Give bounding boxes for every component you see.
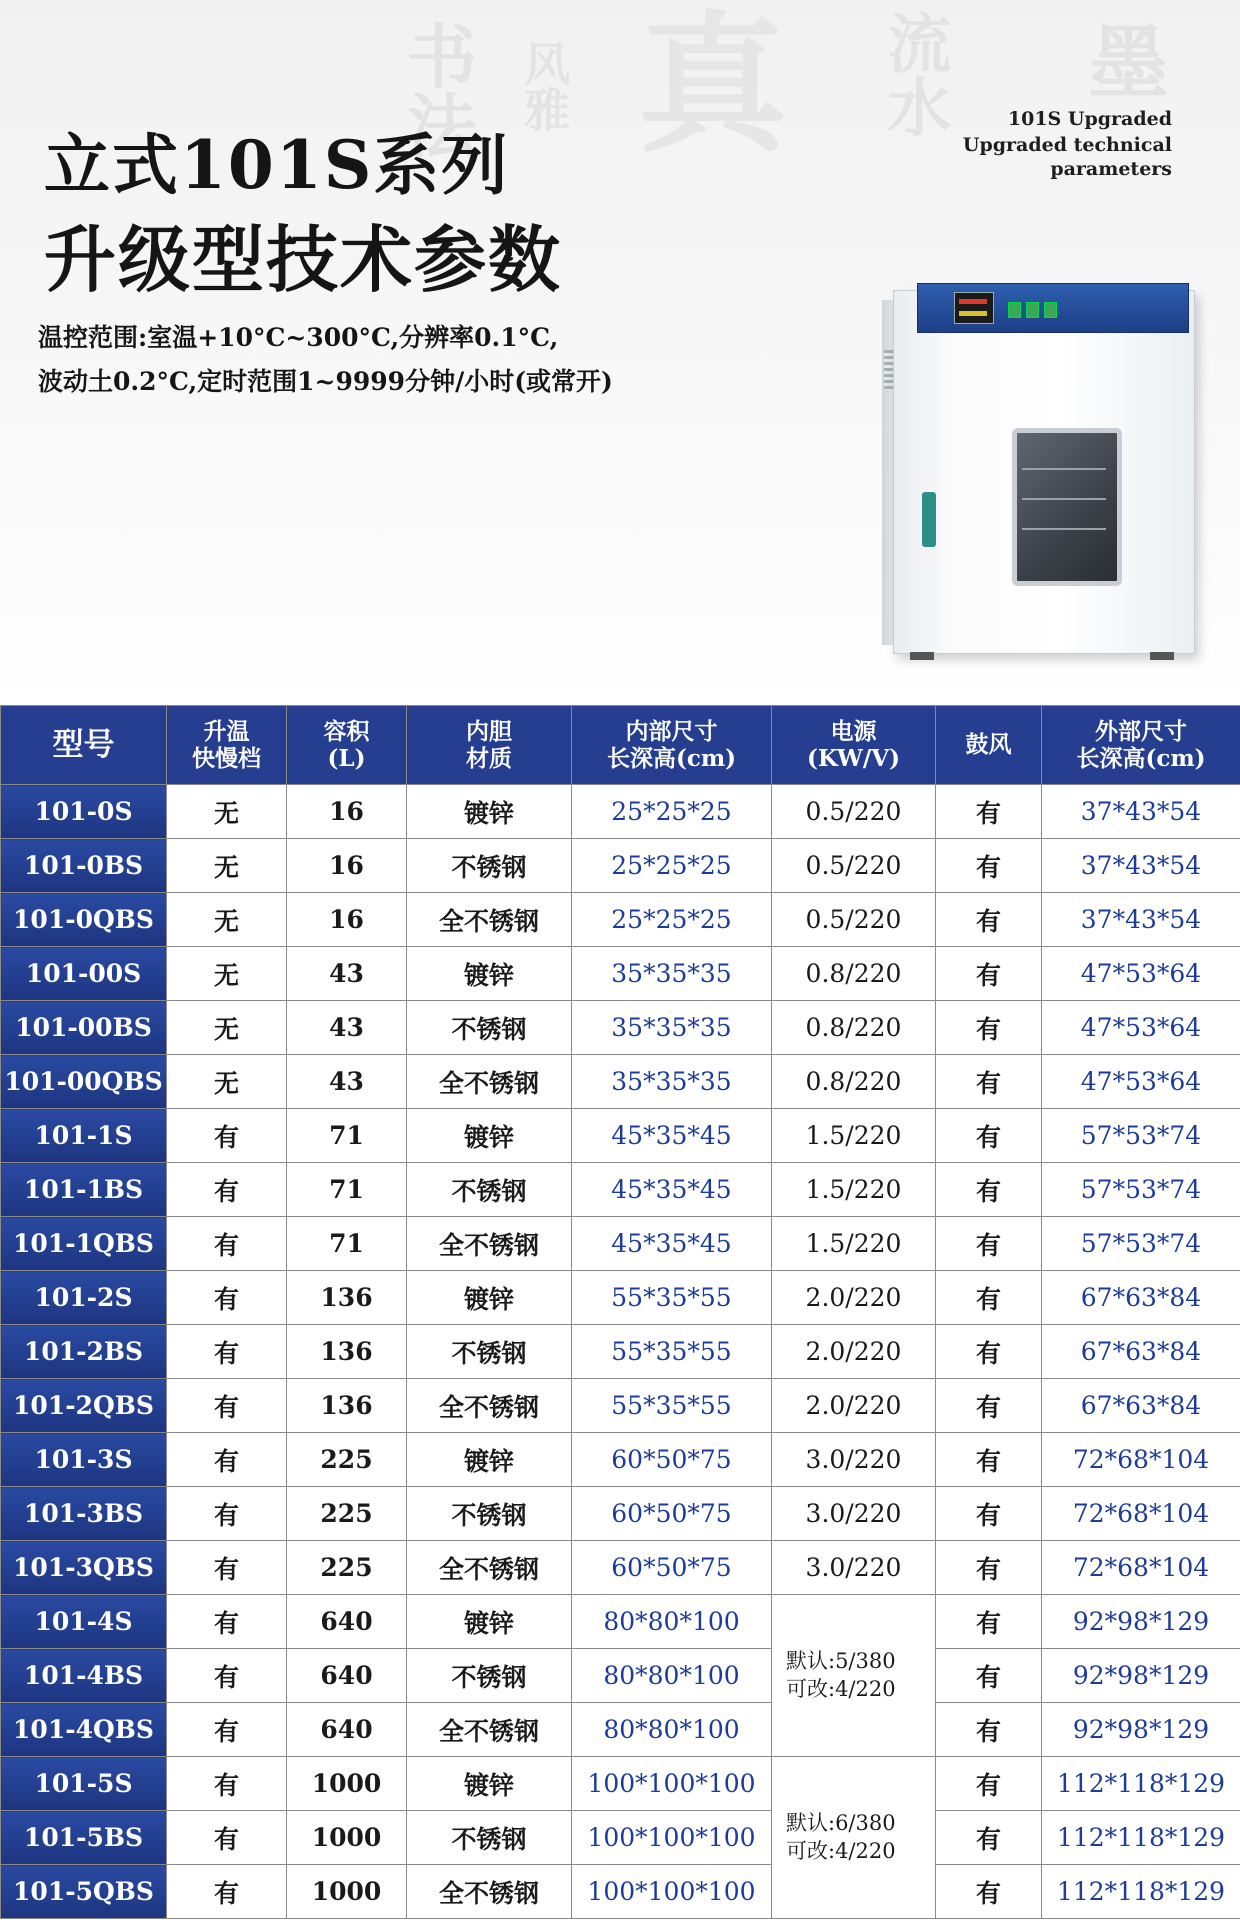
cell-outer-size: 112*118*129 (1042, 1811, 1240, 1865)
cell-power: 3.0/220 (772, 1433, 936, 1487)
cell-model: 101-4BS (1, 1649, 167, 1703)
header-banner (0, 0, 1240, 700)
english-subtitle-line1: 101S Upgraded (1007, 108, 1172, 130)
cell-volume: 225 (287, 1541, 407, 1595)
cell-outer-size: 47*53*64 (1042, 1055, 1240, 1109)
cell-fan: 有 (936, 1649, 1042, 1703)
cell-inner-size: 60*50*75 (572, 1487, 772, 1541)
cell-fan: 有 (936, 1001, 1042, 1055)
cell-heat-speed: 有 (167, 1271, 287, 1325)
cell-material: 镀锌 (407, 1109, 572, 1163)
page-title-line1: 立式101S系列 (44, 126, 510, 204)
cell-fan: 有 (936, 1379, 1042, 1433)
cell-material: 全不锈钢 (407, 1379, 572, 1433)
cell-inner-size: 35*35*35 (572, 947, 772, 1001)
cell-volume: 71 (287, 1109, 407, 1163)
cell-power: 2.0/220 (772, 1271, 936, 1325)
cell-outer-size: 92*98*129 (1042, 1595, 1240, 1649)
table-row (1, 785, 1240, 839)
cell-volume: 43 (287, 1055, 407, 1109)
column-header-outer-size: 外部尺寸 长深高(cm) (1042, 706, 1240, 785)
cell-model: 101-4S (1, 1595, 167, 1649)
cell-fan: 有 (936, 1757, 1042, 1811)
cell-volume: 1000 (287, 1811, 407, 1865)
cell-heat-speed: 有 (167, 1865, 287, 1919)
cell-outer-size: 72*68*104 (1042, 1541, 1240, 1595)
cell-heat-speed: 有 (167, 1379, 287, 1433)
table-header-row (1, 706, 1240, 785)
oven-handle (922, 492, 936, 547)
cell-model: 101-5S (1, 1757, 167, 1811)
cell-power: 0.5/220 (772, 893, 936, 947)
table-row (1, 1109, 1240, 1163)
oven-window (1012, 428, 1122, 586)
cell-model: 101-2QBS (1, 1379, 167, 1433)
cell-inner-size: 35*35*35 (572, 1001, 772, 1055)
cell-fan: 有 (936, 1703, 1042, 1757)
cell-volume: 640 (287, 1649, 407, 1703)
cell-model: 101-1BS (1, 1163, 167, 1217)
cell-fan: 有 (936, 1163, 1042, 1217)
cell-outer-size: 92*98*129 (1042, 1649, 1240, 1703)
cell-heat-speed: 无 (167, 893, 287, 947)
cell-fan: 有 (936, 839, 1042, 893)
cell-power: 0.5/220 (772, 785, 936, 839)
cell-model: 101-2S (1, 1271, 167, 1325)
oven-foot (910, 652, 934, 660)
cell-outer-size: 57*53*74 (1042, 1109, 1240, 1163)
cell-volume: 16 (287, 785, 407, 839)
cell-volume: 16 (287, 893, 407, 947)
cell-model: 101-3QBS (1, 1541, 167, 1595)
cell-fan: 有 (936, 1325, 1042, 1379)
cell-volume: 43 (287, 947, 407, 1001)
cell-model: 101-2BS (1, 1325, 167, 1379)
cell-fan: 有 (936, 1865, 1042, 1919)
cell-material: 不锈钢 (407, 1163, 572, 1217)
cell-inner-size: 100*100*100 (572, 1811, 772, 1865)
spec-description-line2: 波动土0.2°C,定时范围1~9999分钟/小时(或常开) (38, 367, 613, 396)
cell-fan: 有 (936, 1271, 1042, 1325)
cell-heat-speed: 无 (167, 947, 287, 1001)
cell-inner-size: 25*25*25 (572, 785, 772, 839)
cell-model: 101-3S (1, 1433, 167, 1487)
cell-material: 全不锈钢 (407, 1703, 572, 1757)
cell-inner-size: 25*25*25 (572, 839, 772, 893)
cell-volume: 71 (287, 1217, 407, 1271)
cell-inner-size: 100*100*100 (572, 1865, 772, 1919)
cell-volume: 640 (287, 1703, 407, 1757)
cell-outer-size: 72*68*104 (1042, 1487, 1240, 1541)
cell-heat-speed: 无 (167, 839, 287, 893)
table-row (1, 1595, 1240, 1649)
table-row (1, 1703, 1240, 1757)
cell-inner-size: 45*35*45 (572, 1217, 772, 1271)
cell-power: 0.8/220 (772, 947, 936, 1001)
cell-material: 镀锌 (407, 1595, 572, 1649)
cell-heat-speed: 有 (167, 1433, 287, 1487)
calligraphy-watermark: 风雅 (517, 40, 572, 132)
table-row (1, 1487, 1240, 1541)
table-row (1, 1001, 1240, 1055)
cell-material: 不锈钢 (407, 839, 572, 893)
cell-fan: 有 (936, 1217, 1042, 1271)
cell-volume: 640 (287, 1595, 407, 1649)
cell-power: 默认:6/380 可改:4/220 (772, 1757, 936, 1919)
cell-volume: 136 (287, 1271, 407, 1325)
table-row (1, 893, 1240, 947)
english-subtitle-line2: Upgraded technical parameters (962, 134, 1172, 180)
cell-volume: 1000 (287, 1757, 407, 1811)
table-row (1, 1433, 1240, 1487)
oven-button-icon (1026, 302, 1039, 318)
oven-shelf (1022, 528, 1106, 530)
spec-description-line1: 温控范围:室温+10°C~300°C,分辨率0.1°C, (38, 323, 559, 352)
cell-power: 0.8/220 (772, 1001, 936, 1055)
cell-fan: 有 (936, 1811, 1042, 1865)
table-row (1, 1163, 1240, 1217)
cell-inner-size: 35*35*35 (572, 1055, 772, 1109)
cell-material: 不锈钢 (407, 1001, 572, 1055)
cell-material: 不锈钢 (407, 1487, 572, 1541)
table-row (1, 1055, 1240, 1109)
cell-power: 默认:5/380 可改:4/220 (772, 1595, 936, 1757)
cell-power: 1.5/220 (772, 1163, 936, 1217)
cell-inner-size: 55*35*55 (572, 1271, 772, 1325)
cell-heat-speed: 有 (167, 1595, 287, 1649)
oven-button-icon (1008, 302, 1021, 318)
table-body (1, 785, 1240, 1919)
cell-model: 101-3BS (1, 1487, 167, 1541)
cell-volume: 225 (287, 1487, 407, 1541)
cell-outer-size: 57*53*74 (1042, 1217, 1240, 1271)
cell-heat-speed: 有 (167, 1325, 287, 1379)
cell-heat-speed: 无 (167, 1055, 287, 1109)
cell-model: 101-00QBS (1, 1055, 167, 1109)
cell-outer-size: 57*53*74 (1042, 1163, 1240, 1217)
calligraphy-watermark: 墨 (1075, 20, 1169, 100)
calligraphy-watermark: 书法 (395, 20, 479, 160)
calligraphy-watermark: 真 (611, 5, 788, 155)
cell-heat-speed: 有 (167, 1649, 287, 1703)
cell-model: 101-1QBS (1, 1217, 167, 1271)
cell-volume: 225 (287, 1433, 407, 1487)
cell-heat-speed: 有 (167, 1487, 287, 1541)
column-header-material: 内胆 材质 (407, 706, 572, 785)
cell-fan: 有 (936, 1595, 1042, 1649)
column-header-volume: 容积 (L) (287, 706, 407, 785)
cell-material: 镀锌 (407, 947, 572, 1001)
oven-foot (1150, 652, 1174, 660)
cell-model: 101-00S (1, 947, 167, 1001)
table-row (1, 1379, 1240, 1433)
cell-inner-size: 80*80*100 (572, 1595, 772, 1649)
cell-volume: 136 (287, 1379, 407, 1433)
cell-model: 101-0S (1, 785, 167, 839)
cell-material: 不锈钢 (407, 1649, 572, 1703)
table-row (1, 1811, 1240, 1865)
table-row (1, 1217, 1240, 1271)
cell-inner-size: 80*80*100 (572, 1703, 772, 1757)
cell-model: 101-0QBS (1, 893, 167, 947)
cell-power: 2.0/220 (772, 1379, 936, 1433)
cell-volume: 136 (287, 1325, 407, 1379)
cell-inner-size: 80*80*100 (572, 1649, 772, 1703)
table-row (1, 1271, 1240, 1325)
cell-model: 101-5BS (1, 1811, 167, 1865)
cell-fan: 有 (936, 1109, 1042, 1163)
cell-outer-size: 47*53*64 (1042, 1001, 1240, 1055)
cell-heat-speed: 无 (167, 785, 287, 839)
cell-fan: 有 (936, 1055, 1042, 1109)
cell-outer-size: 47*53*64 (1042, 947, 1240, 1001)
table-row (1, 1541, 1240, 1595)
cell-outer-size: 92*98*129 (1042, 1703, 1240, 1757)
cell-power: 3.0/220 (772, 1541, 936, 1595)
cell-material: 镀锌 (407, 1433, 572, 1487)
cell-outer-size: 67*63*84 (1042, 1271, 1240, 1325)
cell-model: 101-00BS (1, 1001, 167, 1055)
table-row (1, 839, 1240, 893)
column-header-power: 电源 (KW/V) (772, 706, 936, 785)
cell-power: 0.8/220 (772, 1055, 936, 1109)
cell-fan: 有 (936, 785, 1042, 839)
table-row (1, 1649, 1240, 1703)
cell-material: 镀锌 (407, 1757, 572, 1811)
cell-heat-speed: 有 (167, 1217, 287, 1271)
cell-heat-speed: 有 (167, 1163, 287, 1217)
cell-outer-size: 72*68*104 (1042, 1433, 1240, 1487)
cell-inner-size: 55*35*55 (572, 1379, 772, 1433)
oven-display-icon (954, 292, 994, 324)
cell-heat-speed: 有 (167, 1811, 287, 1865)
cell-fan: 有 (936, 1487, 1042, 1541)
cell-power: 0.5/220 (772, 839, 936, 893)
cell-material: 全不锈钢 (407, 1541, 572, 1595)
cell-heat-speed: 有 (167, 1541, 287, 1595)
cell-volume: 43 (287, 1001, 407, 1055)
table-row (1, 1325, 1240, 1379)
cell-inner-size: 60*50*75 (572, 1541, 772, 1595)
cell-outer-size: 37*43*54 (1042, 893, 1240, 947)
cell-material: 全不锈钢 (407, 1865, 572, 1919)
cell-outer-size: 67*63*84 (1042, 1379, 1240, 1433)
oven-shelf (1022, 468, 1106, 470)
cell-model: 101-0BS (1, 839, 167, 893)
cell-model: 101-4QBS (1, 1703, 167, 1757)
cell-volume: 16 (287, 839, 407, 893)
cell-outer-size: 112*118*129 (1042, 1757, 1240, 1811)
calligraphy-watermark: 流水 (876, 10, 952, 138)
spec-table (0, 705, 1240, 1919)
cell-power: 3.0/220 (772, 1487, 936, 1541)
cell-inner-size: 25*25*25 (572, 893, 772, 947)
cell-heat-speed: 无 (167, 1001, 287, 1055)
cell-inner-size: 45*35*45 (572, 1109, 772, 1163)
cell-heat-speed: 有 (167, 1757, 287, 1811)
cell-fan: 有 (936, 1541, 1042, 1595)
table-row (1, 1757, 1240, 1811)
cell-outer-size: 112*118*129 (1042, 1865, 1240, 1919)
column-header-model: 型号 (1, 706, 167, 785)
table-row (1, 947, 1240, 1001)
cell-material: 全不锈钢 (407, 1055, 572, 1109)
cell-heat-speed: 有 (167, 1109, 287, 1163)
cell-model: 101-5QBS (1, 1865, 167, 1919)
cell-model: 101-1S (1, 1109, 167, 1163)
cell-fan: 有 (936, 893, 1042, 947)
cell-heat-speed: 有 (167, 1703, 287, 1757)
oven-shelf (1022, 498, 1106, 500)
cell-inner-size: 100*100*100 (572, 1757, 772, 1811)
cell-material: 不锈钢 (407, 1325, 572, 1379)
cell-inner-size: 45*35*45 (572, 1163, 772, 1217)
cell-outer-size: 37*43*54 (1042, 785, 1240, 839)
cell-power: 1.5/220 (772, 1109, 936, 1163)
cell-inner-size: 55*35*55 (572, 1325, 772, 1379)
cell-inner-size: 60*50*75 (572, 1433, 772, 1487)
page-title-line2: 升级型技术参数 (44, 217, 563, 302)
cell-material: 不锈钢 (407, 1811, 572, 1865)
oven-button-icon (1044, 302, 1057, 318)
cell-outer-size: 67*63*84 (1042, 1325, 1240, 1379)
cell-material: 全不锈钢 (407, 893, 572, 947)
cell-power: 2.0/220 (772, 1325, 936, 1379)
column-header-fan: 鼓风 (936, 706, 1042, 785)
cell-power: 1.5/220 (772, 1217, 936, 1271)
cell-volume: 1000 (287, 1865, 407, 1919)
column-header-heat-speed: 升温 快慢档 (167, 706, 287, 785)
cell-volume: 71 (287, 1163, 407, 1217)
cell-material: 镀锌 (407, 785, 572, 839)
cell-fan: 有 (936, 1433, 1042, 1487)
cell-outer-size: 37*43*54 (1042, 839, 1240, 893)
cell-fan: 有 (936, 947, 1042, 1001)
column-header-inner-size: 内部尺寸 长深高(cm) (572, 706, 772, 785)
cell-material: 全不锈钢 (407, 1217, 572, 1271)
table-row (1, 1865, 1240, 1919)
cell-material: 镀锌 (407, 1271, 572, 1325)
